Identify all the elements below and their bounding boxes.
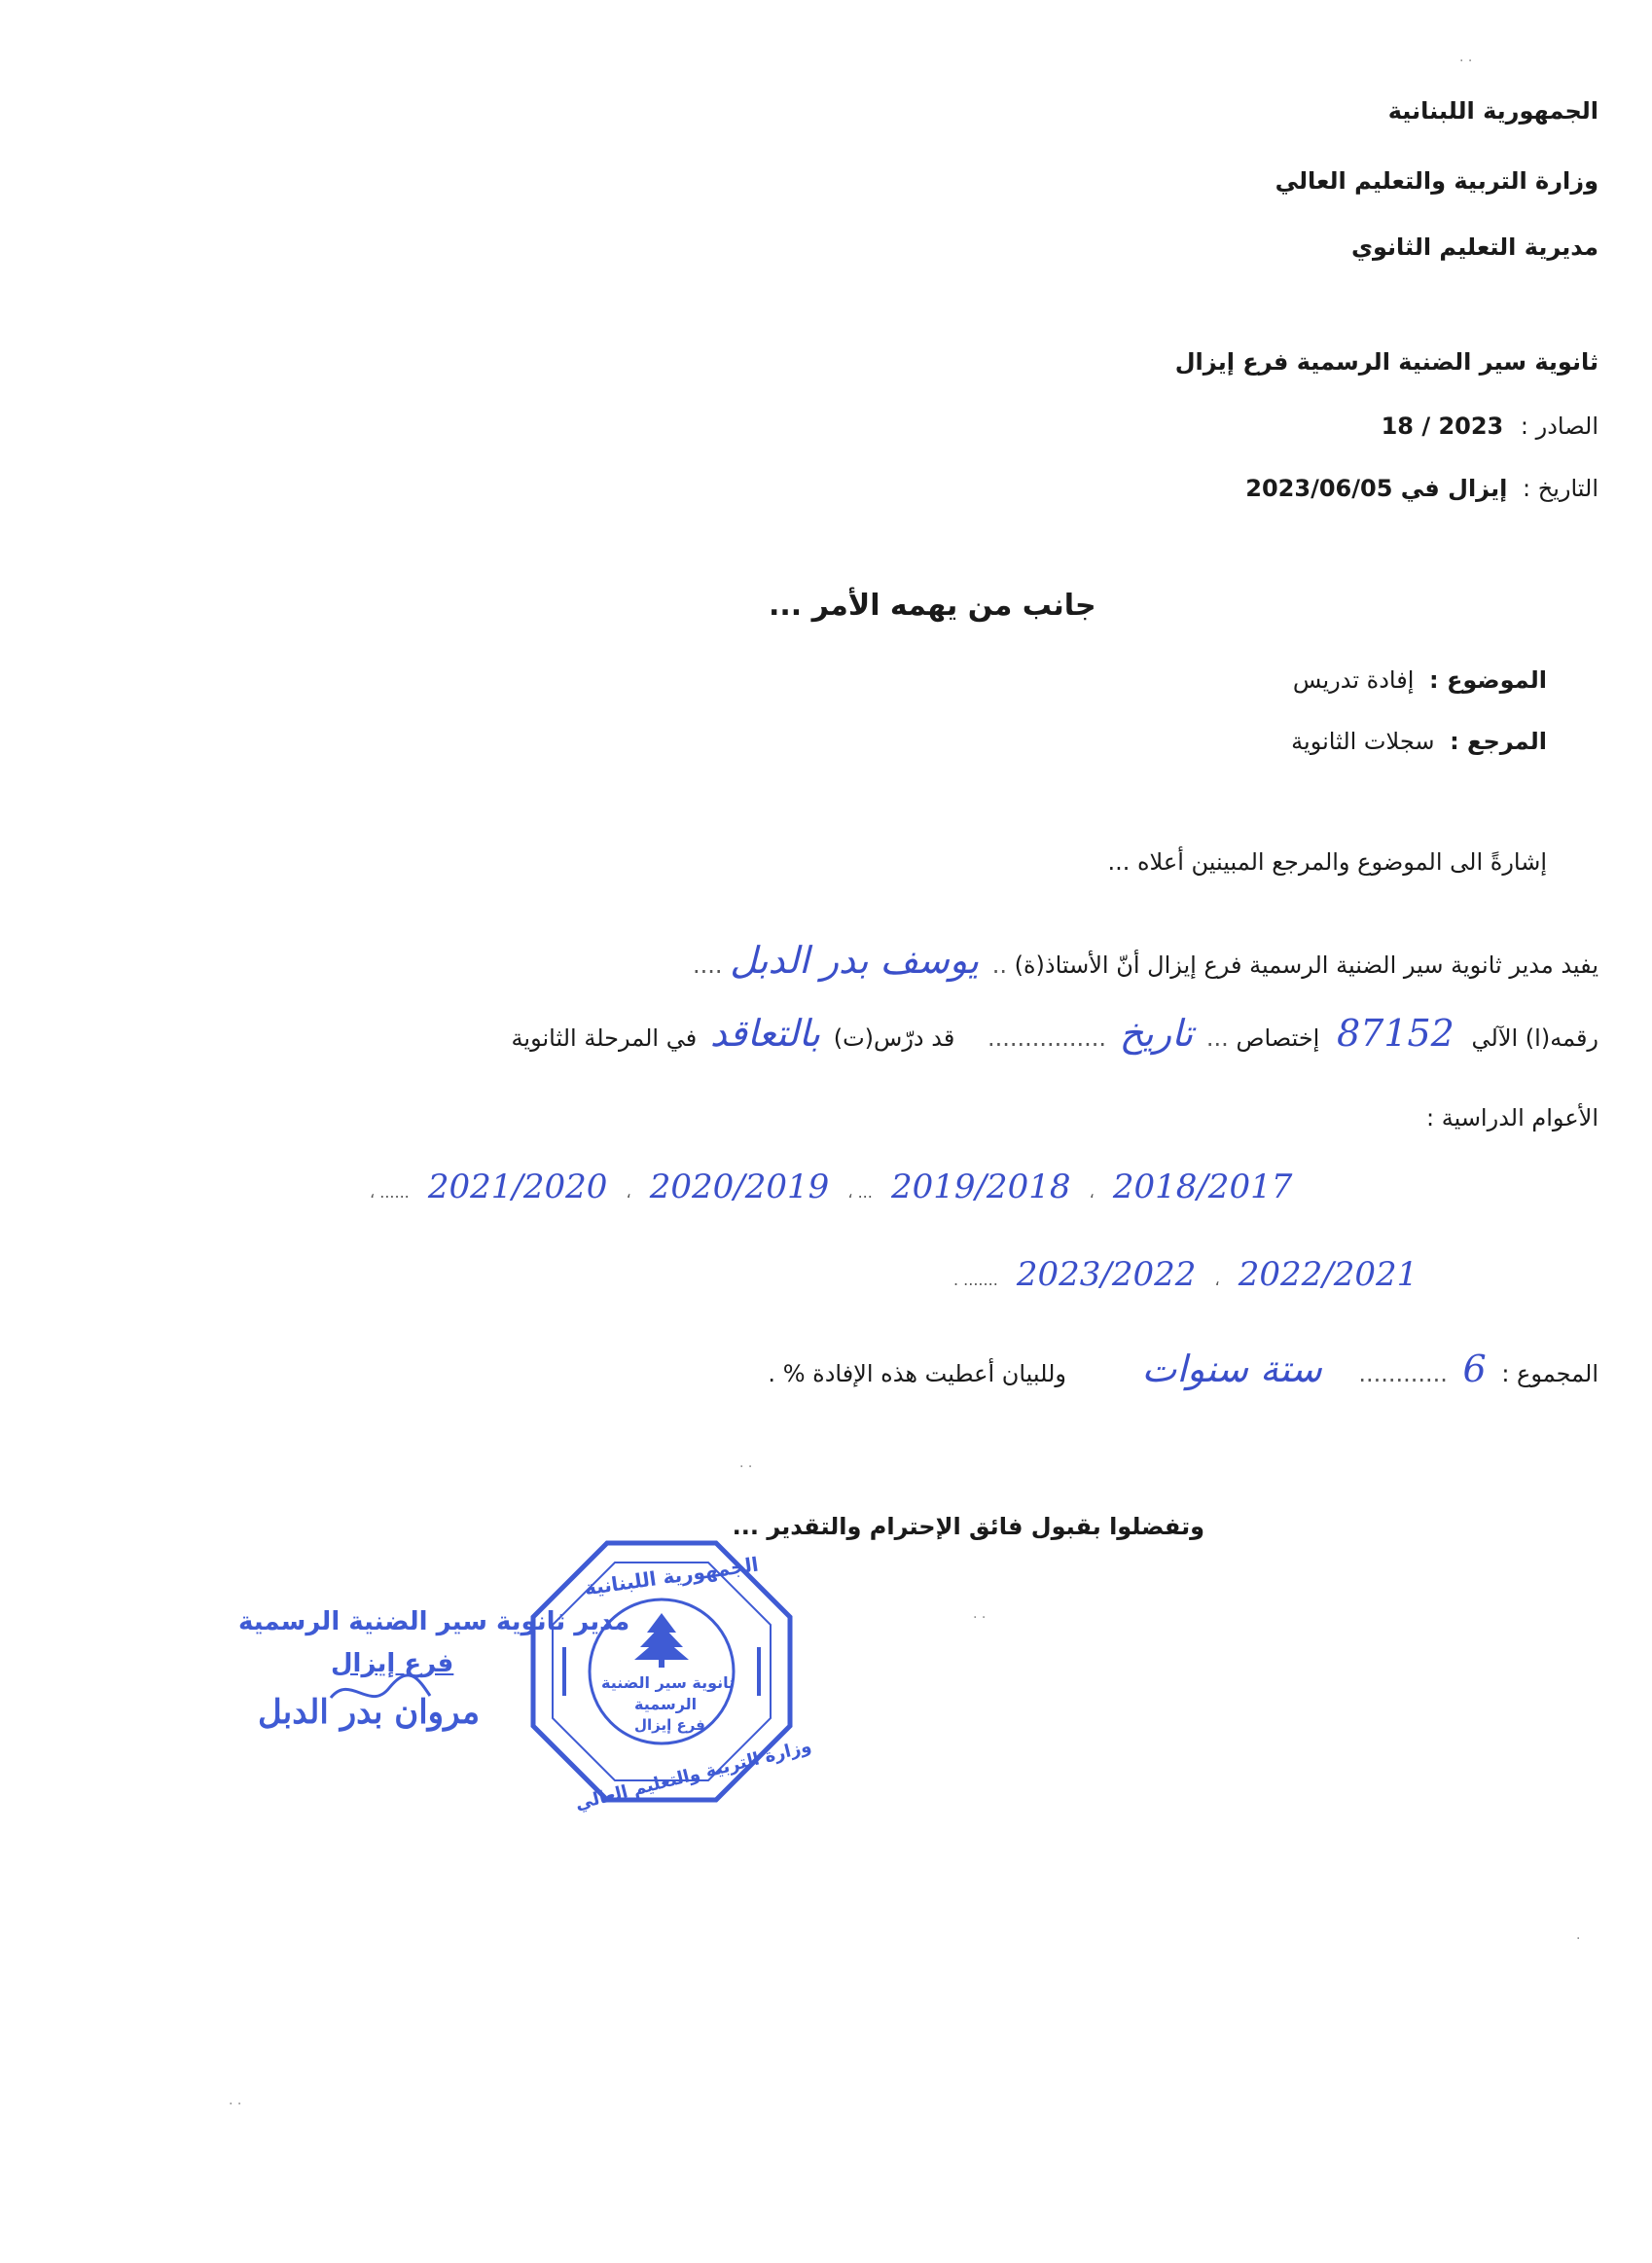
reference-value: سجلات الثانوية bbox=[1291, 728, 1435, 755]
body-line2 bbox=[512, 1012, 1598, 1055]
statement-dot: . bbox=[768, 1360, 776, 1387]
total-dots: ............ bbox=[1358, 1360, 1448, 1387]
cedar-tree-icon bbox=[634, 1613, 689, 1668]
stamp-outer-top: الجمهورية اللبنانية bbox=[583, 1552, 761, 1600]
scan-speck: · · bbox=[229, 2097, 242, 2112]
signature-scribble bbox=[321, 1669, 438, 1717]
stamp-inner-1: ثانوية سير الضنية bbox=[601, 1673, 736, 1692]
total-label: المجموع : bbox=[1501, 1360, 1598, 1387]
header-republic: الجمهورية اللبنانية bbox=[1387, 97, 1598, 125]
year-2019-2018: 2019/2018 bbox=[890, 1167, 1071, 1206]
scan-speck: · bbox=[1576, 1931, 1581, 1947]
years-sep: ، bbox=[1214, 1271, 1220, 1289]
taught-label: قد درّس(ت) bbox=[833, 1024, 955, 1052]
years-sep: ، bbox=[1089, 1183, 1095, 1202]
header-ministry: وزارة التربية والتعليم العالي bbox=[1275, 167, 1598, 195]
years-row1-lead: ، ...... bbox=[370, 1183, 410, 1202]
reference-label: المرجع : bbox=[1450, 728, 1547, 755]
ref-label: الصادر : bbox=[1520, 413, 1598, 440]
closing-text: وتفضلوا بقبول فائق الإحترام والتقدير ... bbox=[732, 1513, 1204, 1540]
statement-text: وللبيان أعطيت هذه الإفادة % bbox=[782, 1360, 1067, 1387]
number-label: رقمه(ا) الآلي bbox=[1471, 1024, 1598, 1052]
header-school: ثانوية سير الضنية الرسمية فرع إيزال bbox=[1174, 348, 1598, 376]
header-date bbox=[1245, 475, 1598, 502]
reference-line bbox=[1291, 728, 1547, 755]
years-row2-lead: . ....... bbox=[953, 1271, 998, 1289]
name-dots: .. bbox=[991, 952, 1007, 979]
stamp-inner-3: فرع إيزال bbox=[634, 1716, 705, 1734]
teacher-name-handwritten: يوسف بدر الدبل bbox=[730, 939, 980, 982]
years-label: الأعوام الدراسية : bbox=[1426, 1104, 1598, 1132]
signature-title: مدير ثانوية سير الضنية الرسمية bbox=[238, 1607, 630, 1636]
subject-line bbox=[1293, 666, 1547, 694]
specialty-handwritten: تاريخ bbox=[1119, 1012, 1194, 1055]
body-intro: إشارةً الى الموضوع والمرجع المبينين أعلاه ... bbox=[1107, 848, 1547, 876]
date-label: التاريخ : bbox=[1522, 475, 1598, 502]
years-sep: ، bbox=[626, 1183, 631, 1202]
ref-value: 18 / 2023 bbox=[1381, 413, 1504, 440]
official-stamp bbox=[525, 1535, 814, 1814]
year-2020-2019: 2020/2019 bbox=[649, 1167, 830, 1206]
number-handwritten: 87152 bbox=[1336, 1012, 1454, 1055]
specialty-dots-trail: ................ bbox=[987, 1024, 1106, 1052]
stamp-outer-bottom: وزارة التربية والتعليم العالي bbox=[573, 1736, 814, 1814]
years-sep: ، ... bbox=[847, 1183, 873, 1202]
years-row-2 bbox=[953, 1255, 1598, 1294]
stamp-inner-2: الرسمية bbox=[634, 1695, 698, 1713]
scan-speck: · · bbox=[739, 1459, 753, 1475]
subject-label: الموضوع : bbox=[1429, 666, 1547, 694]
total-words-handwritten: ستة سنوات bbox=[1141, 1347, 1322, 1390]
signature-name: مروان بدر الدبل bbox=[258, 1693, 481, 1732]
specialty-dots: ... bbox=[1205, 1024, 1229, 1052]
year-2018-2017: 2018/2017 bbox=[1112, 1167, 1293, 1206]
header-ref bbox=[1382, 413, 1598, 440]
header-directorate: مديرية التعليم الثانوي bbox=[1350, 233, 1598, 261]
signature-branch: فرع إيزال bbox=[331, 1649, 454, 1678]
year-2022-2021: 2022/2021 bbox=[1238, 1255, 1419, 1294]
body-line1 bbox=[693, 939, 1598, 982]
scan-speck: · · bbox=[1459, 54, 1473, 69]
body-total-line bbox=[768, 1347, 1598, 1390]
recipient-title: جانب من يهمه الأمر ... bbox=[769, 589, 1096, 623]
scan-speck: · · bbox=[973, 1610, 987, 1626]
total-handwritten: 6 bbox=[1462, 1347, 1487, 1390]
date-value: إيزال في 2023/06/05 bbox=[1245, 475, 1508, 502]
status-handwritten: بالتعاقد bbox=[709, 1012, 821, 1055]
stage-label: في المرحلة الثانوية bbox=[511, 1024, 698, 1052]
year-2021-2020: 2021/2020 bbox=[427, 1167, 608, 1206]
year-2023-2022: 2023/2022 bbox=[1016, 1255, 1197, 1294]
name-dots-trail: .... bbox=[693, 952, 723, 979]
specialty-label: إختصاص bbox=[1236, 1024, 1320, 1052]
line1-prefix: يفيد مدير ثانوية سير الضنية الرسمية فرع إيزال أنّ الأستاذ(ة) bbox=[1014, 952, 1598, 979]
years-row-1 bbox=[370, 1167, 1598, 1206]
subject-value: إفادة تدريس bbox=[1292, 666, 1415, 694]
